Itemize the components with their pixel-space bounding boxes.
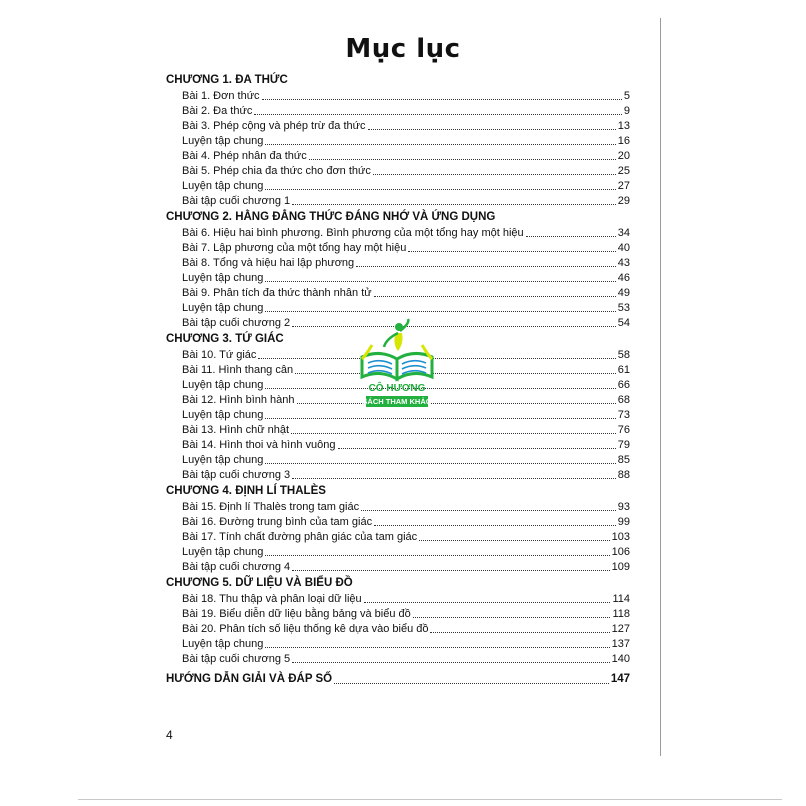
toc-entry-label: Bài 17. Tính chất đường phân giác của tam giác xyxy=(182,531,418,543)
toc-entry-page: 29 xyxy=(617,195,630,207)
toc-entry-page: 118 xyxy=(612,608,630,620)
toc-entry xyxy=(166,256,630,271)
toc-entry-label: Luyện tập chung xyxy=(182,272,264,284)
dot-leader xyxy=(295,373,616,374)
toc-entry xyxy=(166,637,630,652)
dot-leader xyxy=(292,570,609,571)
dot-leader xyxy=(254,114,622,115)
chapter-heading-label: CHƯƠNG 4. ĐỊNH LÍ THALÈS xyxy=(166,485,326,497)
dot-leader xyxy=(430,632,609,633)
toc-entry-page: 20 xyxy=(617,150,630,162)
dot-leader xyxy=(292,326,616,327)
toc-entry xyxy=(166,226,630,241)
dot-leader xyxy=(265,281,615,282)
dot-leader xyxy=(526,236,616,237)
chapter-heading xyxy=(166,483,630,500)
dot-leader xyxy=(265,555,609,556)
toc-entry-label: Luyện tập chung xyxy=(182,409,264,421)
page-title: Mục lục xyxy=(345,34,461,64)
toc-entry xyxy=(166,545,630,560)
toc-entry xyxy=(166,515,630,530)
toc-entry-label: Bài tập cuối chương 1 xyxy=(182,195,291,207)
toc-entry-page: 5 xyxy=(623,90,630,102)
dot-leader xyxy=(374,525,616,526)
toc-entry-page: 16 xyxy=(617,135,630,147)
toc-entry-label: Bài 2. Đa thức xyxy=(182,105,253,117)
toc-entry-label: Bài 6. Hiệu hai bình phương. Bình phương của một tổng hay một hiệu xyxy=(182,227,524,239)
toc-entry-page: 109 xyxy=(611,561,630,573)
toc-entry-label: Bài 9. Phân tích đa thức thành nhân tử xyxy=(182,287,372,299)
toc-entry xyxy=(166,622,630,637)
watermark-line1: CÔ HƯƠNG xyxy=(368,383,426,394)
chapter-heading-label: CHƯƠNG 5. DỮ LIỆU VÀ BIỂU ĐỒ xyxy=(166,577,353,589)
toc-entry-page: 137 xyxy=(611,638,630,650)
toc-entry-label: Bài 12. Hình bình hành xyxy=(182,394,295,406)
bottom-rule xyxy=(78,799,782,800)
toc-entry-page: 58 xyxy=(617,349,630,361)
toc-entry xyxy=(166,149,630,164)
toc-entry xyxy=(166,592,630,607)
toc-entry-label: Bài 13. Hình chữ nhật xyxy=(182,424,290,436)
dot-leader xyxy=(265,463,615,464)
toc-entry-page: 9 xyxy=(623,105,630,117)
toc-entry-page: 73 xyxy=(617,409,630,421)
toc-entry-page: 103 xyxy=(611,531,630,543)
toc-entry-label: Bài 14. Hình thoi và hình vuông xyxy=(182,439,336,451)
toc-entry-label: Bài 8. Tổng và hiệu hai lập phương xyxy=(182,257,355,269)
toc-entry-label: Bài 4. Phép nhân đa thức xyxy=(182,150,307,162)
watermark-logo xyxy=(356,317,438,413)
dot-leader xyxy=(265,388,615,389)
toc-entry-label: Bài 15. Định lí Thalès trong tam giác xyxy=(182,501,360,513)
dot-leader xyxy=(374,296,616,297)
toc-entry-label: Bài 18. Thu thập và phân loại dữ liệu xyxy=(182,593,362,605)
toc-entry-label: Luyện tập chung xyxy=(182,638,264,650)
final-section-label: HƯỚNG DẪN GIẢI VÀ ĐÁP SỐ xyxy=(166,673,333,685)
dot-leader xyxy=(265,647,609,648)
toc-entry-page: 54 xyxy=(617,317,630,329)
dot-leader xyxy=(265,144,615,145)
dot-leader xyxy=(265,418,615,419)
dot-leader xyxy=(265,311,615,312)
dot-leader xyxy=(356,266,616,267)
toc-entry xyxy=(166,423,630,438)
chapter-heading-label: CHƯƠNG 3. TỨ GIÁC xyxy=(166,333,284,345)
toc-entry xyxy=(166,179,630,194)
chapter-heading xyxy=(166,575,630,592)
final-section xyxy=(166,671,630,688)
toc-entry-label: Luyện tập chung xyxy=(182,180,264,192)
toc-entry-page: 61 xyxy=(617,364,630,376)
toc-entry xyxy=(166,607,630,622)
toc-entry xyxy=(166,468,630,483)
toc-entry-page: 127 xyxy=(611,623,630,635)
toc-entry-label: Bài 1. Đơn thức xyxy=(182,90,260,102)
toc-entry xyxy=(166,301,630,316)
toc-entry-page: 68 xyxy=(617,394,630,406)
toc-entry-page: 66 xyxy=(617,379,630,391)
toc-entry-label: Bài tập cuối chương 2 xyxy=(182,317,291,329)
toc-entry-page: 140 xyxy=(611,653,630,665)
dot-leader xyxy=(265,189,615,190)
dot-leader xyxy=(368,129,616,130)
toc-entry xyxy=(166,164,630,179)
toc-entry-label: Luyện tập chung xyxy=(182,302,264,314)
dot-leader xyxy=(292,478,616,479)
dot-leader xyxy=(338,448,616,449)
dot-leader xyxy=(361,510,616,511)
chapter-heading-label: CHƯƠNG 2. HẰNG ĐẲNG THỨC ĐÁNG NHỚ VÀ ỨNG DỤNG xyxy=(166,211,496,223)
dot-leader xyxy=(297,403,616,404)
toc-entry xyxy=(166,560,630,575)
dot-leader xyxy=(408,251,615,252)
dot-leader xyxy=(334,683,609,684)
toc-entry-page: 106 xyxy=(611,546,630,558)
dot-leader xyxy=(364,602,611,603)
toc-entry-label: Luyện tập chung xyxy=(182,546,264,558)
toc-entry xyxy=(166,119,630,134)
toc-entry xyxy=(166,134,630,149)
chapter-heading xyxy=(166,209,630,226)
toc-entry-label: Luyện tập chung xyxy=(182,135,264,147)
toc-entry xyxy=(166,500,630,515)
toc-entry-label: Bài 20. Phân tích số liệu thống kê dựa vào biểu đồ xyxy=(182,623,429,635)
toc-entry-page: 34 xyxy=(617,227,630,239)
toc-entry xyxy=(166,241,630,256)
chapter-heading xyxy=(166,72,630,89)
toc-entry xyxy=(166,271,630,286)
toc-entry xyxy=(166,438,630,453)
toc-entry-label: Bài 16. Đường trung bình của tam giác xyxy=(182,516,373,528)
toc-entry-label: Bài 11. Hình thang cân xyxy=(182,364,294,376)
toc-entry-page: 76 xyxy=(617,424,630,436)
dot-leader xyxy=(419,540,610,541)
toc-entry xyxy=(166,104,630,119)
toc-entry-page: 114 xyxy=(612,593,630,605)
toc-entry-page: 43 xyxy=(617,257,630,269)
toc-entry xyxy=(166,652,630,667)
toc-entry-label: Bài 3. Phép cộng và phép trừ đa thức xyxy=(182,120,366,132)
toc-entry-page: 46 xyxy=(617,272,630,284)
watermark-line2: SÁCH THAM KHẢO xyxy=(362,397,432,406)
toc-entry-page: 79 xyxy=(617,439,630,451)
toc-entry-page: 99 xyxy=(617,516,630,528)
book-person-icon xyxy=(356,317,438,383)
toc-entry-label: Bài 10. Tứ giác xyxy=(182,349,257,361)
toc-entry xyxy=(166,530,630,545)
dot-leader xyxy=(309,159,616,160)
toc-entry-label: Bài tập cuối chương 4 xyxy=(182,561,291,573)
toc-entry-page: 49 xyxy=(617,287,630,299)
chapter-heading-label: CHƯƠNG 1. ĐA THỨC xyxy=(166,74,288,86)
dot-leader xyxy=(373,174,616,175)
toc-entry-page: 93 xyxy=(617,501,630,513)
toc-entry-label: Bài tập cuối chương 3 xyxy=(182,469,291,481)
dot-leader xyxy=(292,662,609,663)
toc-entry xyxy=(166,453,630,468)
dot-leader xyxy=(413,617,611,618)
dot-leader xyxy=(262,99,622,100)
toc-entry-label: Bài 19. Biểu diễn dữ liệu bằng bảng và biểu đồ xyxy=(182,608,411,620)
toc-entry-label: Luyện tập chung xyxy=(182,454,264,466)
page-number: 4 xyxy=(166,728,173,742)
toc-entry xyxy=(166,286,630,301)
dot-leader xyxy=(291,433,616,434)
toc-entry-page: 40 xyxy=(617,242,630,254)
toc-entry-label: Luyện tập chung xyxy=(182,379,264,391)
toc-entry-page: 53 xyxy=(617,302,630,314)
toc-entry xyxy=(166,194,630,209)
toc-entry-label: Bài 5. Phép chia đa thức cho đơn thức xyxy=(182,165,371,177)
toc-entry-page: 85 xyxy=(617,454,630,466)
page-edge-line xyxy=(660,18,661,756)
toc-entry-label: Bài 7. Lập phương của một tổng hay một hiệu xyxy=(182,242,407,254)
toc-entry-page: 88 xyxy=(617,469,630,481)
toc-entry-page: 13 xyxy=(617,120,630,132)
final-section-page: 147 xyxy=(610,673,630,685)
toc-entry xyxy=(166,89,630,104)
toc-entry-label: Bài tập cuối chương 5 xyxy=(182,653,291,665)
toc-entry-page: 27 xyxy=(617,180,630,192)
toc-entry-page: 25 xyxy=(617,165,630,177)
dot-leader xyxy=(292,204,616,205)
